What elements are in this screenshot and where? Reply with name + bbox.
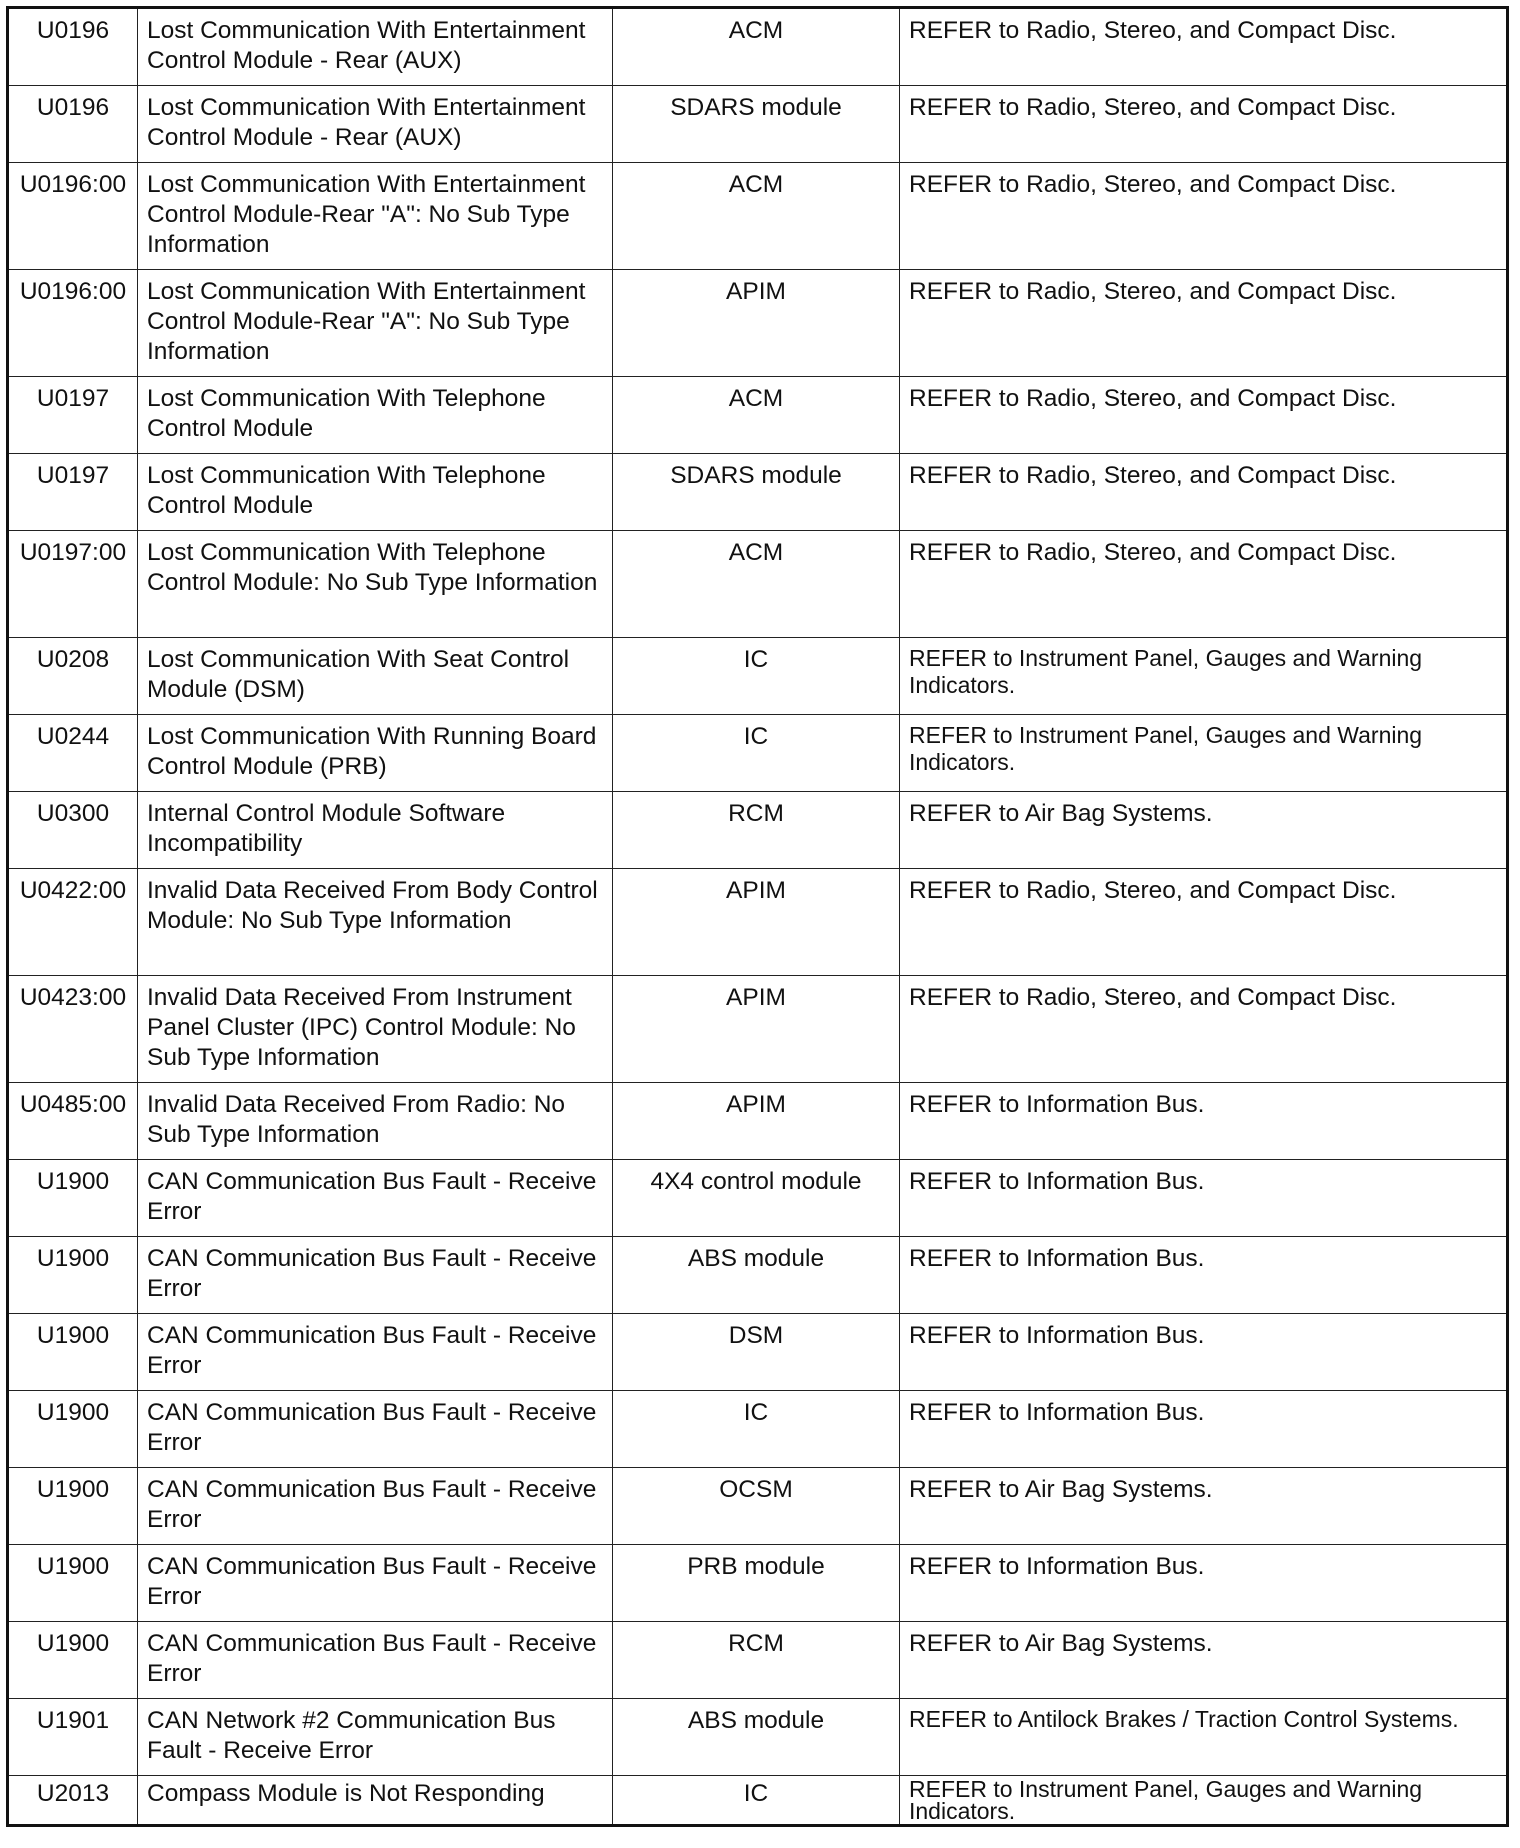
dtc-action: REFER to Instrument Panel, Gauges and Warning Indicators. [900, 1776, 1508, 1826]
dtc-code: U1900 [8, 1391, 138, 1468]
dtc-description: Invalid Data Received From Body Control Module: No Sub Type Information [138, 869, 613, 976]
table-row [8, 1776, 1508, 1826]
dtc-module: PRB module [613, 1545, 900, 1622]
dtc-action: REFER to Information Bus. [900, 1083, 1508, 1160]
dtc-action: REFER to Radio, Stereo, and Compact Disc. [900, 454, 1508, 531]
dtc-table [6, 6, 1509, 1827]
table-row [8, 1699, 1508, 1776]
table-row [8, 8, 1508, 86]
table-row [8, 1545, 1508, 1622]
dtc-module: ACM [613, 8, 900, 86]
dtc-action: REFER to Air Bag Systems. [900, 792, 1508, 869]
dtc-description: Compass Module is Not Responding [138, 1776, 613, 1826]
dtc-description: Lost Communication With Telephone Control Module [138, 454, 613, 531]
dtc-module: ACM [613, 531, 900, 638]
dtc-description: CAN Communication Bus Fault - Receive Error [138, 1468, 613, 1545]
dtc-action: REFER to Air Bag Systems. [900, 1468, 1508, 1545]
dtc-description: Invalid Data Received From Radio: No Sub Type Information [138, 1083, 613, 1160]
dtc-action: REFER to Information Bus. [900, 1237, 1508, 1314]
dtc-description: CAN Network #2 Communication Bus Fault - Receive Error [138, 1699, 613, 1776]
dtc-action: REFER to Radio, Stereo, and Compact Disc. [900, 163, 1508, 270]
table-row [8, 638, 1508, 715]
dtc-code: U0422:00 [8, 869, 138, 976]
dtc-code: U0196 [8, 86, 138, 163]
dtc-code: U1900 [8, 1468, 138, 1545]
dtc-action: REFER to Information Bus. [900, 1160, 1508, 1237]
dtc-module: ABS module [613, 1699, 900, 1776]
dtc-module: IC [613, 1391, 900, 1468]
dtc-action: REFER to Radio, Stereo, and Compact Disc. [900, 531, 1508, 638]
dtc-module: APIM [613, 1083, 900, 1160]
dtc-description: Lost Communication With Seat Control Module (DSM) [138, 638, 613, 715]
dtc-description: Lost Communication With Entertainment Control Module-Rear "A": No Sub Type Information [138, 163, 613, 270]
table-row [8, 86, 1508, 163]
table-row [8, 1622, 1508, 1699]
table-row [8, 454, 1508, 531]
dtc-code: U0196 [8, 8, 138, 86]
dtc-action: REFER to Radio, Stereo, and Compact Disc. [900, 8, 1508, 86]
table-row [8, 1314, 1508, 1391]
dtc-description: Lost Communication With Entertainment Control Module - Rear (AUX) [138, 8, 613, 86]
dtc-module: APIM [613, 976, 900, 1083]
dtc-action: REFER to Air Bag Systems. [900, 1622, 1508, 1699]
table-row [8, 1083, 1508, 1160]
dtc-module: IC [613, 638, 900, 715]
dtc-action: REFER to Radio, Stereo, and Compact Disc. [900, 976, 1508, 1083]
dtc-action: REFER to Information Bus. [900, 1391, 1508, 1468]
dtc-code: U1901 [8, 1699, 138, 1776]
dtc-code: U0244 [8, 715, 138, 792]
dtc-description: Lost Communication With Telephone Control Module: No Sub Type Information [138, 531, 613, 638]
table-row [8, 377, 1508, 454]
dtc-description: Lost Communication With Running Board Control Module (PRB) [138, 715, 613, 792]
dtc-code: U0300 [8, 792, 138, 869]
table-row [8, 869, 1508, 976]
dtc-action: REFER to Radio, Stereo, and Compact Disc. [900, 86, 1508, 163]
dtc-description: CAN Communication Bus Fault - Receive Error [138, 1391, 613, 1468]
table-row [8, 1237, 1508, 1314]
dtc-description: Invalid Data Received From Instrument Panel Cluster (IPC) Control Module: No Sub Type Information [138, 976, 613, 1083]
dtc-code: U0197:00 [8, 531, 138, 638]
dtc-code: U1900 [8, 1314, 138, 1391]
dtc-code: U0196:00 [8, 163, 138, 270]
dtc-code: U0208 [8, 638, 138, 715]
dtc-module: ACM [613, 377, 900, 454]
dtc-code: U1900 [8, 1237, 138, 1314]
dtc-code: U1900 [8, 1622, 138, 1699]
dtc-module: ABS module [613, 1237, 900, 1314]
dtc-module: APIM [613, 270, 900, 377]
table-row [8, 1468, 1508, 1545]
dtc-module: OCSM [613, 1468, 900, 1545]
dtc-description: CAN Communication Bus Fault - Receive Error [138, 1237, 613, 1314]
dtc-code: U2013 [8, 1776, 138, 1826]
dtc-action: REFER to Radio, Stereo, and Compact Disc. [900, 377, 1508, 454]
dtc-code: U1900 [8, 1160, 138, 1237]
table-row [8, 1160, 1508, 1237]
dtc-module: SDARS module [613, 454, 900, 531]
dtc-action: REFER to Instrument Panel, Gauges and Warning Indicators. [900, 715, 1508, 792]
dtc-module: RCM [613, 792, 900, 869]
dtc-code: U0196:00 [8, 270, 138, 377]
dtc-description: CAN Communication Bus Fault - Receive Error [138, 1545, 613, 1622]
dtc-table-body [8, 8, 1508, 1826]
dtc-action: REFER to Information Bus. [900, 1545, 1508, 1622]
table-row [8, 715, 1508, 792]
dtc-code: U0423:00 [8, 976, 138, 1083]
dtc-code: U0197 [8, 377, 138, 454]
dtc-action: REFER to Antilock Brakes / Traction Control Systems. [900, 1699, 1508, 1776]
dtc-description: CAN Communication Bus Fault - Receive Error [138, 1160, 613, 1237]
dtc-description: Lost Communication With Telephone Control Module [138, 377, 613, 454]
dtc-module: DSM [613, 1314, 900, 1391]
dtc-description: CAN Communication Bus Fault - Receive Error [138, 1622, 613, 1699]
dtc-description: Internal Control Module Software Incompatibility [138, 792, 613, 869]
document-page [6, 6, 1506, 1827]
dtc-action: REFER to Radio, Stereo, and Compact Disc. [900, 869, 1508, 976]
table-row [8, 163, 1508, 270]
dtc-module: SDARS module [613, 86, 900, 163]
dtc-description: Lost Communication With Entertainment Control Module - Rear (AUX) [138, 86, 613, 163]
dtc-module: ACM [613, 163, 900, 270]
table-row [8, 1391, 1508, 1468]
table-row [8, 270, 1508, 377]
dtc-action: REFER to Radio, Stereo, and Compact Disc. [900, 270, 1508, 377]
table-row [8, 976, 1508, 1083]
dtc-module: 4X4 control module [613, 1160, 900, 1237]
dtc-module: IC [613, 715, 900, 792]
dtc-action: REFER to Instrument Panel, Gauges and Warning Indicators. [900, 638, 1508, 715]
dtc-code: U0197 [8, 454, 138, 531]
dtc-action: REFER to Information Bus. [900, 1314, 1508, 1391]
dtc-module: IC [613, 1776, 900, 1826]
table-row [8, 792, 1508, 869]
dtc-description: CAN Communication Bus Fault - Receive Error [138, 1314, 613, 1391]
dtc-module: RCM [613, 1622, 900, 1699]
dtc-code: U0485:00 [8, 1083, 138, 1160]
dtc-module: APIM [613, 869, 900, 976]
dtc-code: U1900 [8, 1545, 138, 1622]
dtc-description: Lost Communication With Entertainment Control Module-Rear "A": No Sub Type Information [138, 270, 613, 377]
table-row [8, 531, 1508, 638]
